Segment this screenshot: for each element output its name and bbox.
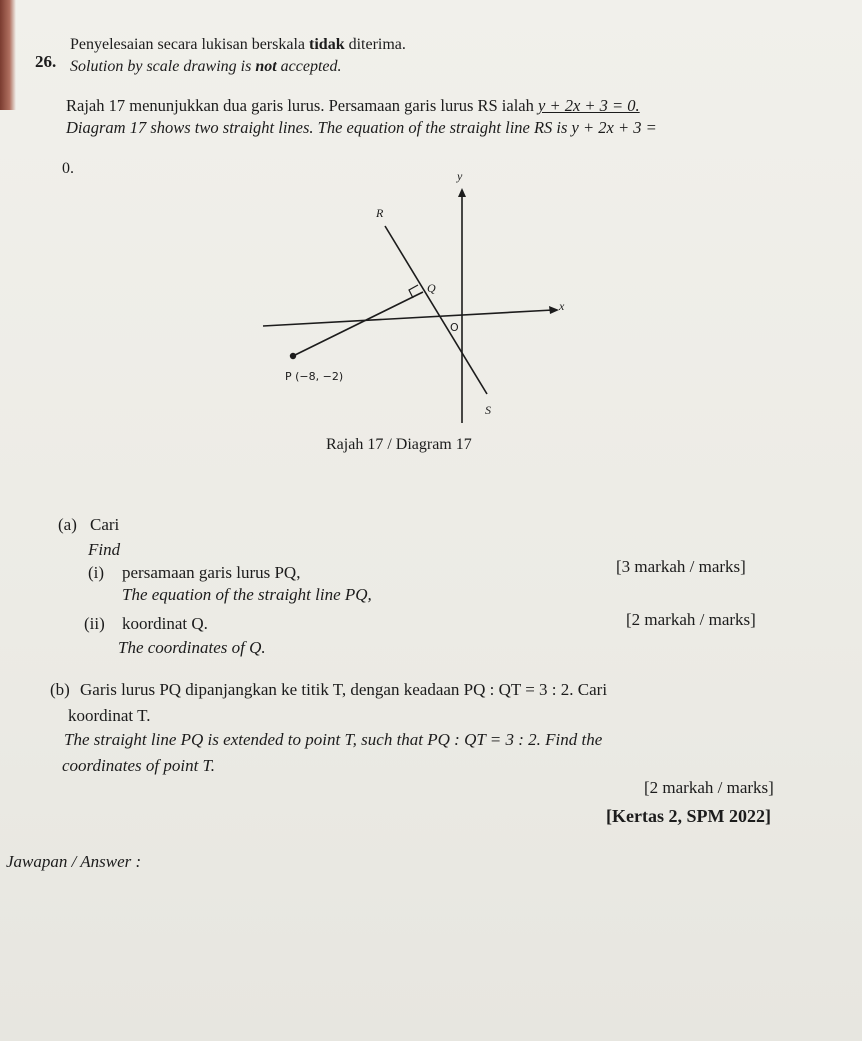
- point-S-label: S: [485, 403, 491, 417]
- part-a-label: (a): [58, 515, 77, 534]
- x-axis: [263, 310, 553, 326]
- part-a-i-label: (i): [88, 563, 105, 582]
- point-R-label: R: [376, 206, 384, 220]
- source-reference: [Kertas 2, SPM 2022]: [606, 806, 771, 826]
- part-a-i-en: The equation of the straight line PQ,: [122, 585, 372, 604]
- part-b-ms-line2: koordinat T.: [68, 706, 151, 725]
- part-a-ii-en: The coordinates of Q.: [118, 638, 266, 657]
- stem-en: Diagram 17 shows two straight lines. The equation of the straight line RS is y + 2x + 3 =: [66, 118, 657, 137]
- part-a-verb-en: Find: [88, 540, 121, 559]
- stem-en-continued: 0.: [62, 160, 74, 177]
- y-axis-label: y: [457, 169, 463, 183]
- diagram-17: [255, 168, 585, 433]
- part-b-label: (b): [50, 680, 70, 699]
- stem-ms: Rajah 17 menunjukkan dua garis lurus. Persamaan garis lurus RS ialah y + 2x + 3 = 0.: [66, 96, 640, 115]
- point-P-label: P (−8, −2): [285, 370, 344, 383]
- part-a-i-ms: persamaan garis lurus PQ,: [122, 563, 301, 582]
- x-axis-label: x: [559, 299, 565, 313]
- question-number: 26.: [35, 52, 57, 71]
- part-b-marks: [2 markah / marks]: [644, 778, 774, 797]
- origin-label: O: [450, 321, 459, 334]
- point-Q-label: Q: [427, 281, 436, 295]
- answer-label: Jawapan / Answer :: [6, 852, 142, 871]
- part-a-ii-label: (ii): [84, 614, 105, 633]
- instruction-ms: Penyelesaian secara lukisan berskala tidak diterima.: [70, 36, 406, 53]
- part-a-verb-ms: Cari: [90, 515, 120, 534]
- y-axis-arrow: [458, 188, 466, 197]
- binding-edge: [0, 0, 16, 110]
- instruction-en: Solution by scale drawing is not accepted.: [70, 58, 342, 75]
- diagram-caption: Rajah 17 / Diagram 17: [326, 436, 472, 453]
- part-a-ii-ms: koordinat Q.: [122, 614, 208, 633]
- part-b-en-line1: The straight line PQ is extended to point T, such that PQ : QT = 3 : 2. Find the: [64, 730, 603, 749]
- line-RS: [385, 226, 487, 394]
- part-b-ms-line1: Garis lurus PQ dipanjangkan ke titik T, dengan keadaan PQ : QT = 3 : 2. Cari: [80, 680, 608, 699]
- part-a-ii-marks: [2 markah / marks]: [626, 610, 756, 629]
- part-b-en-line2: coordinates of point T.: [62, 756, 215, 775]
- x-axis-arrow: [549, 306, 559, 314]
- point-P: [290, 353, 296, 359]
- part-a-i-marks: [3 markah / marks]: [616, 557, 746, 576]
